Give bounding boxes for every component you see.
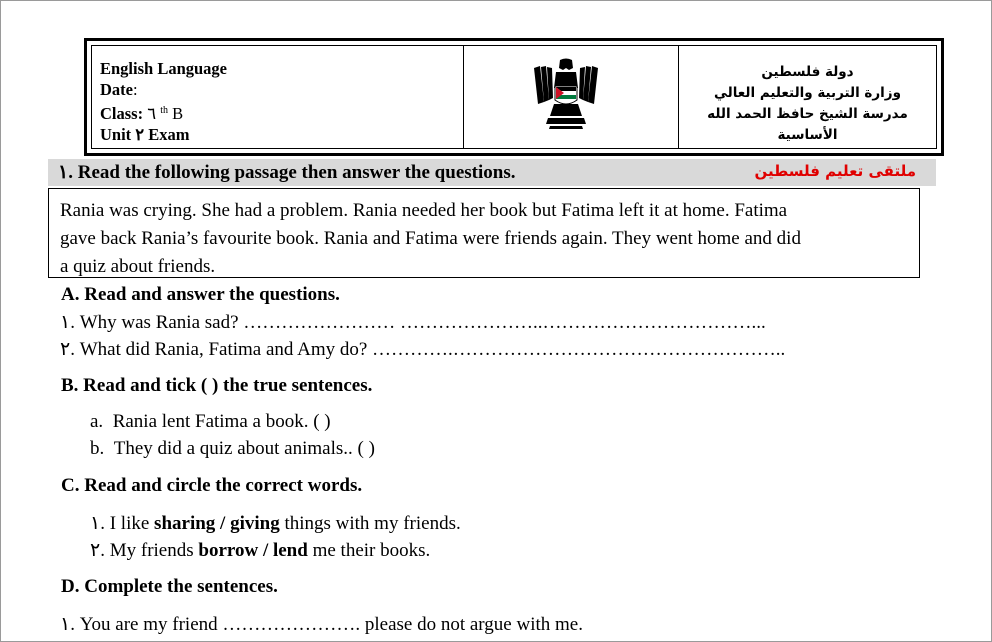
class-number: ٦ bbox=[147, 104, 157, 123]
passage-line: gave back Rania’s favourite book. Rania and Fatima were friends again. They went home and did bbox=[60, 228, 801, 249]
header-arabic-cell bbox=[678, 46, 936, 148]
passage-line: a quiz about friends. bbox=[60, 256, 216, 277]
word-option[interactable]: giving bbox=[230, 513, 280, 534]
watermark-label: ملتقى تعليم فلسطين bbox=[754, 162, 916, 180]
arabic-ministry: وزارة التربية والتعليم العالي bbox=[714, 85, 901, 101]
circle-item bbox=[90, 512, 461, 535]
tick-item bbox=[90, 411, 331, 433]
option-separator: / bbox=[215, 513, 231, 534]
header-emblem-cell bbox=[463, 46, 678, 148]
part-d-heading: D. Complete the sentences. bbox=[61, 576, 278, 597]
question-number: ٢ bbox=[60, 339, 71, 360]
reading-passage bbox=[48, 188, 920, 278]
section-number: ١ bbox=[58, 162, 69, 183]
section-title-text: . Read the following passage then answer the questions. bbox=[68, 162, 516, 183]
question-item bbox=[60, 338, 785, 361]
item-text: me their books. bbox=[307, 540, 431, 561]
item-text: . My friends bbox=[100, 540, 199, 561]
unit-label: Unit bbox=[100, 125, 132, 144]
circle-item bbox=[90, 539, 430, 562]
complete-item bbox=[60, 613, 583, 636]
tick-sentence: Rania lent Fatima a book. ( ) bbox=[112, 411, 331, 432]
exam-header bbox=[84, 38, 944, 156]
option-separator: / bbox=[258, 540, 273, 561]
item-number: ١ bbox=[90, 513, 101, 534]
question-item bbox=[60, 311, 766, 334]
word-option[interactable]: lend bbox=[272, 540, 308, 561]
item-number: ١ bbox=[60, 614, 71, 635]
date-line bbox=[100, 79, 463, 100]
item-number: ٢ bbox=[90, 540, 101, 561]
item-letter: a. bbox=[90, 411, 104, 432]
complete-sentence: . You are my friend …………………. please do not argue with me. bbox=[70, 614, 583, 635]
part-c-heading: C. Read and circle the correct words. bbox=[61, 475, 363, 496]
arabic-country: دولة فلسطين bbox=[761, 64, 854, 80]
item-letter: b. bbox=[90, 438, 105, 459]
passage-line: Rania was crying. She had a problem. Rania needed her book but Fatima left it at home. Fatima bbox=[60, 200, 788, 221]
item-text: things with my friends. bbox=[279, 513, 461, 534]
eagle-emblem-icon bbox=[526, 58, 606, 130]
unit-number: ٢ bbox=[135, 125, 145, 144]
tick-sentence: They did a quiz about animals.. ( ) bbox=[113, 438, 375, 459]
part-b-heading: B. Read and tick ( ) the true sentences. bbox=[61, 375, 373, 396]
date-label: Date bbox=[100, 80, 133, 99]
subject-line bbox=[100, 58, 463, 79]
word-option[interactable]: sharing bbox=[154, 513, 216, 534]
subject-text: English Language bbox=[100, 59, 228, 78]
tick-item bbox=[90, 438, 375, 460]
question-text: . What did Rania, Fatima and Amy do? ………….…………………………………………….. bbox=[70, 339, 786, 360]
question-number: ١ bbox=[60, 312, 71, 333]
exam-label: Exam bbox=[148, 125, 190, 144]
section-title-bar bbox=[48, 159, 936, 186]
question-text: . Why was Rania sad? …………………… …………………..……………………………... bbox=[70, 312, 766, 333]
item-text: . I like bbox=[100, 513, 155, 534]
header-table bbox=[91, 45, 937, 149]
word-option[interactable]: borrow bbox=[198, 540, 259, 561]
arabic-school: مدرسة الشيخ حافظ الحمد الله الأساسية bbox=[707, 106, 908, 143]
header-info-cell bbox=[92, 46, 463, 148]
class-label: Class: bbox=[100, 104, 144, 123]
unit-line bbox=[100, 124, 463, 145]
date-colon: : bbox=[132, 80, 138, 99]
class-superscript: th bbox=[160, 105, 168, 116]
part-a-heading: A. Read and answer the questions. bbox=[61, 284, 340, 305]
class-line bbox=[100, 100, 463, 124]
class-section: B bbox=[172, 104, 184, 123]
section-title bbox=[58, 161, 515, 184]
